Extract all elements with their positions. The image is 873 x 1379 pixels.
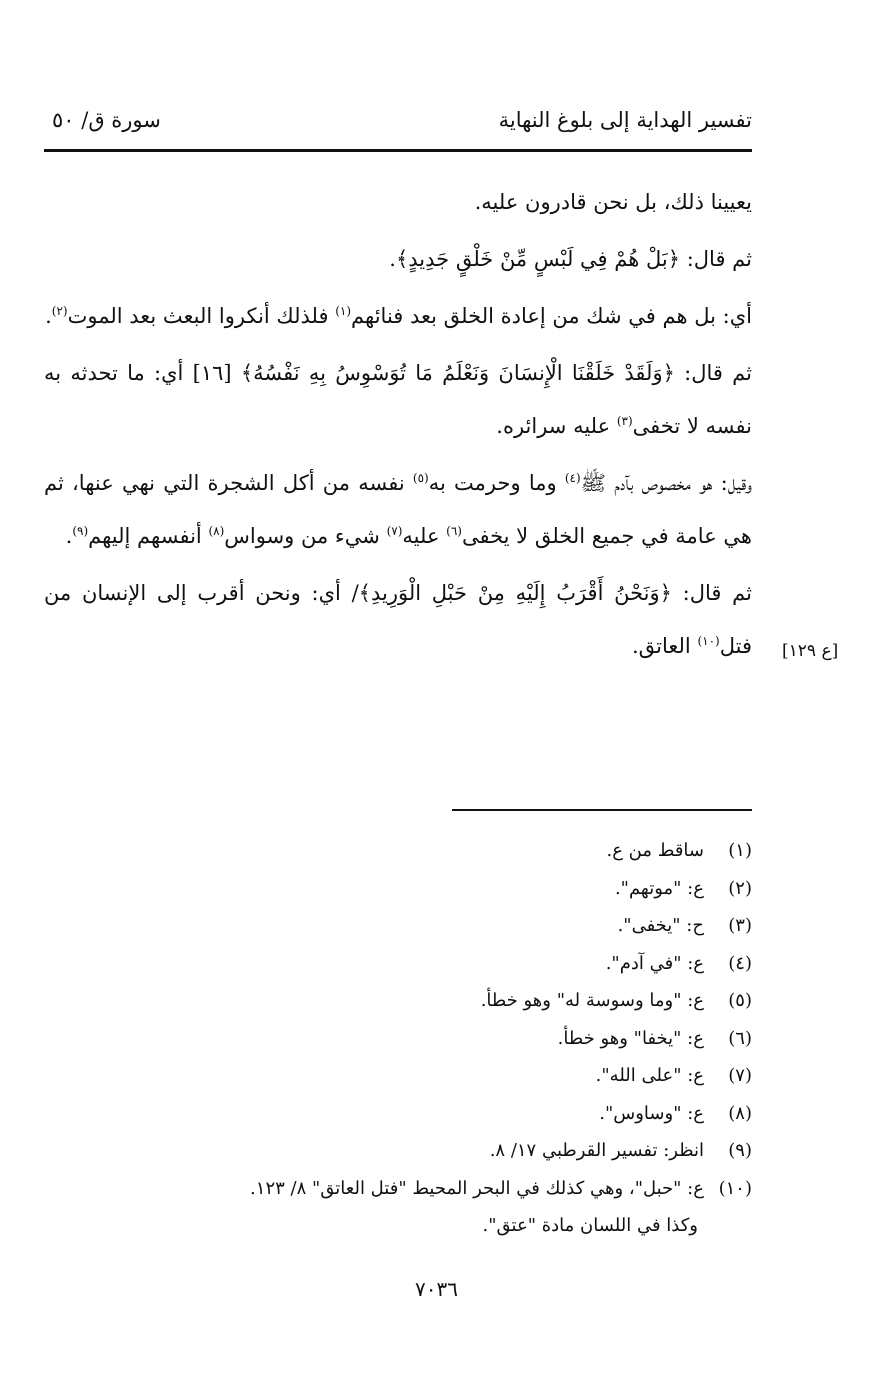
footnote-item: [44, 870, 752, 908]
footnote-marker: (٨): [208, 524, 225, 538]
footnote-marker: (٤): [564, 471, 581, 485]
footnote-text: ح: "يخفى".: [617, 915, 704, 936]
footnote-marker: (١٠): [697, 634, 720, 648]
footnote-text: ع: "وساوس".: [599, 1102, 704, 1124]
footnote-text: ع: "وما وسوسة له" وهو خطأ.: [480, 990, 704, 1011]
paragraph-3: أي: بل هم في شك من إعادة الخلق بعد فنائهم$^{(١)}$ فلذلك أنكروا البعث بعد الموت$^{(٢)}$.: [45, 304, 752, 328]
paragraph-1: يعيينا ذلك، بل نحن قادرون عليه.: [474, 190, 752, 214]
footnote-marker: (٢): [51, 304, 68, 318]
footnote-item: [44, 1095, 752, 1133]
footnote-text: ع: "يخفا" وهو خطأ.: [557, 1027, 704, 1049]
footnote-number: (٣): [728, 915, 752, 936]
footnote-text: ع: "حبل"، وهي كذلك في البحر المحيط "فتل العاتق" ٨/ ١٢٣.: [250, 1177, 704, 1199]
footnote-marker: (٥): [412, 471, 429, 485]
footnote-item: [44, 1020, 752, 1058]
footnote-item: [44, 907, 752, 945]
footnote-continuation: وكذا في اللسان مادة "عتق".: [482, 1215, 698, 1236]
quran-verse: ﴿وَنَحْنُ أَقْرَبُ إِلَيْهِ مِنْ حَبْلِ الْوَرِيدِ﴾: [358, 581, 672, 605]
paragraph-5: وقيل: هو مخصوص بآدم ﷺ$^{(٤)}$ وما وحرمت به$^{(٥)}$ نفسه من أكل الشجرة التي نهي عنها، ثم هي عامة في جميع الخلق لا يخفى$^{(٦)}$ عليه$^{(٧)}$ شيء من وسواس$^{(٨)}$ أنفسهم إليهم$^{(٩)}$.: [44, 471, 752, 548]
footnote-number: (٥): [728, 990, 752, 1011]
footnote-text: ع: "في آدم".: [605, 952, 704, 974]
footnote-number: (١٠): [718, 1177, 752, 1199]
footnote-marker: (٦): [446, 524, 462, 538]
main-text: [44, 176, 752, 677]
footnote-number: (٧): [728, 1065, 752, 1086]
footnotes: [44, 832, 752, 1245]
running-header: [44, 108, 752, 142]
footnote-marker: (٣): [616, 414, 633, 428]
footnote-number: (٩): [728, 1140, 752, 1161]
footnote-number: (١): [728, 840, 752, 861]
footnote-text: ع: "على الله".: [595, 1065, 704, 1086]
paragraph-2: ثم قال: ﴿بَلْ هُمْ فِي لَبْسٍ مِّنْ خَلْقٍ جَدِيدٍ﴾.: [389, 247, 752, 271]
quran-verse: ﴿بَلْ هُمْ فِي لَبْسٍ مِّنْ خَلْقٍ جَدِيدٍ﴾: [395, 247, 681, 271]
footnote-text: انظر: تفسير القرطبي ١٧/ ٨.: [489, 1140, 704, 1161]
ayah-number: [١٦]: [183, 361, 241, 385]
footnote-item: [44, 945, 752, 983]
quran-verse: ﴿وَلَقَدْ خَلَقْنَا الْإِنسَانَ وَنَعْلَمُ مَا تُوَسْوِسُ بِهِ نَفْسُهُ﴾: [240, 361, 675, 385]
footnote-marker: (٧): [386, 524, 403, 538]
footnote-item: [44, 1057, 752, 1095]
footnote-number: (٤): [728, 952, 752, 974]
footnote-item: [44, 1132, 752, 1170]
footnote-marker: (٩): [72, 524, 89, 538]
footnote-item: [44, 832, 752, 870]
page-number: ٧٠٣٦: [415, 1277, 458, 1301]
paragraph-4: ثم قال: ﴿وَلَقَدْ خَلَقْنَا الْإِنسَانَ وَنَعْلَمُ مَا تُوَسْوِسُ بِهِ نَفْسُهُ﴾ [١٦] أي: ما تحدثه به نفسه لا تخفى$^{(٣)}$ عليه سرائره.: [44, 361, 752, 438]
manuscript-margin-reference: [ع ١٢٩]: [782, 641, 839, 661]
header-divider: [44, 149, 752, 152]
footnote-number: (٢): [728, 877, 752, 899]
footnote-text: ساقط من ع.: [606, 840, 704, 861]
footnote-marker: (١): [335, 304, 352, 318]
footnote-divider: [452, 809, 752, 811]
footnote-number: (٨): [728, 1102, 752, 1124]
surah-label: سورة ق/ ٥٠: [52, 108, 161, 132]
footnote-item: [44, 982, 752, 1020]
paragraph-6: ثم قال: ﴿وَنَحْنُ أَقْرَبُ إِلَيْهِ مِنْ حَبْلِ الْوَرِيدِ﴾/ أي: ونحن أقرب إلى الإنسان من فتل$^{(١٠)}$ العاتق.: [44, 581, 752, 658]
footnote-item: [44, 1170, 752, 1208]
book-title: تفسير الهداية إلى بلوغ النهاية: [498, 108, 752, 132]
footnote-number: (٦): [728, 1027, 752, 1049]
footnote-text: ع: "موتهم".: [614, 877, 704, 899]
